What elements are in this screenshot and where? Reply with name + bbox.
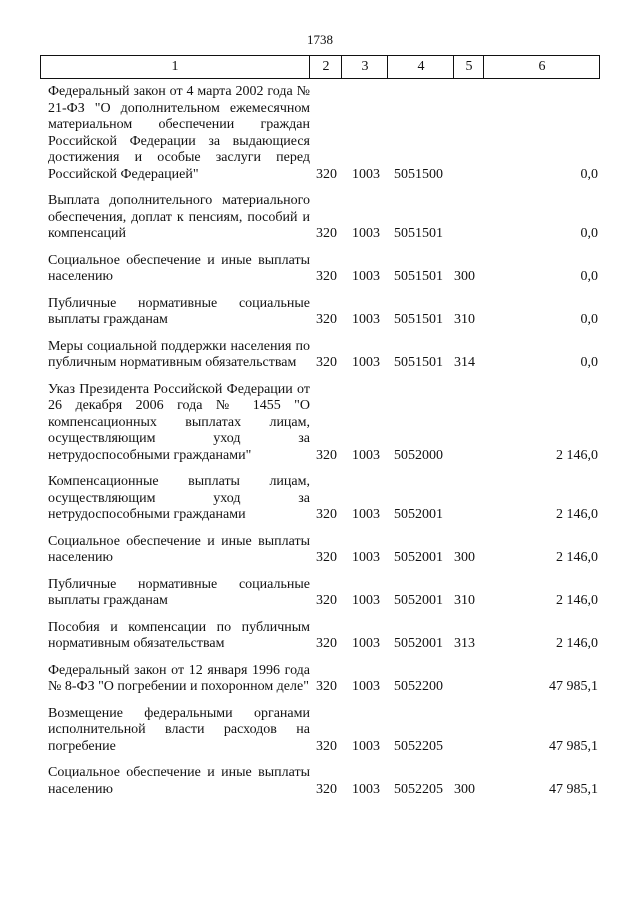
row-description: Меры социальной поддержки населения по публичным нормативным обязательствам xyxy=(48,338,310,370)
table-row xyxy=(0,296,640,329)
section-code: 320 xyxy=(316,593,337,608)
row-description: Указ Президента Российской Федерации от 26 декабря 2006 года № 1455 "О компенсационных выплатах лицам, осуществляющим уход за нетрудоспособными гражданами" xyxy=(48,381,310,463)
amount: 0,0 xyxy=(580,226,598,241)
section-code: 320 xyxy=(316,166,337,182)
amount: 0,0 xyxy=(580,312,598,327)
table-row xyxy=(0,663,640,696)
subsection-code: 1003 xyxy=(352,355,380,370)
table-row xyxy=(0,339,640,372)
amount: 0,0 xyxy=(580,269,598,284)
row-description: Публичные нормативные социальные выплаты гражданам xyxy=(48,295,310,327)
table-row xyxy=(0,253,640,286)
subsection-code: 1003 xyxy=(352,738,380,754)
table-row xyxy=(0,534,640,567)
subsection-code: 1003 xyxy=(352,447,380,463)
amount: 47 985,1 xyxy=(549,679,598,694)
subsection-code: 1003 xyxy=(352,507,380,522)
expense-type-code: 313 xyxy=(454,636,475,651)
target-article-code: 5052001 xyxy=(394,593,443,608)
subsection-code: 1003 xyxy=(352,636,380,651)
header-col-3: 3 xyxy=(341,56,388,78)
amount: 47 985,1 xyxy=(549,781,598,797)
row-description: Социальное обеспечение и иные выплаты населению xyxy=(48,765,310,797)
target-article-code: 5052200 xyxy=(394,679,443,694)
section-code: 320 xyxy=(316,312,337,327)
table-row xyxy=(0,765,640,798)
expense-type-code: 314 xyxy=(454,355,475,370)
target-article-code: 5051501 xyxy=(394,226,443,241)
subsection-code: 1003 xyxy=(352,593,380,608)
row-description: Федеральный закон от 12 января 1996 года № 8-ФЗ "О погребении и похоронном деле" xyxy=(48,662,310,694)
page-number: 1738 xyxy=(307,32,333,47)
amount: 0,0 xyxy=(580,355,598,370)
table-body xyxy=(0,84,640,808)
amount: 0,0 xyxy=(580,166,598,182)
amount: 2 146,0 xyxy=(556,507,598,522)
subsection-code: 1003 xyxy=(352,166,380,182)
section-code: 320 xyxy=(316,550,337,565)
section-code: 320 xyxy=(316,507,337,522)
table-row xyxy=(0,382,640,465)
target-article-code: 5051501 xyxy=(394,355,443,370)
section-code: 320 xyxy=(316,447,337,463)
subsection-code: 1003 xyxy=(352,550,380,565)
expense-type-code: 300 xyxy=(454,781,475,797)
header-col-2: 2 xyxy=(309,56,342,78)
expense-type-code: 300 xyxy=(454,550,475,565)
table-row xyxy=(0,84,640,183)
table-row xyxy=(0,193,640,243)
header-col-5: 5 xyxy=(453,56,484,78)
row-description: Пособия и компенсации по публичным нормативным обязательствам xyxy=(48,619,310,651)
target-article-code: 5052205 xyxy=(394,738,443,754)
row-description: Возмещение федеральными органами исполнительной власти расходов на погребение xyxy=(48,705,310,754)
row-description: Социальное обеспечение и иные выплаты населению xyxy=(48,533,310,565)
target-article-code: 5051500 xyxy=(394,166,443,182)
subsection-code: 1003 xyxy=(352,312,380,327)
table-row xyxy=(0,706,640,756)
section-code: 320 xyxy=(316,636,337,651)
table-row xyxy=(0,474,640,524)
target-article-code: 5052001 xyxy=(394,636,443,651)
expense-type-code: 300 xyxy=(454,269,475,284)
amount: 2 146,0 xyxy=(556,636,598,651)
section-code: 320 xyxy=(316,781,337,797)
header-col-1: 1 xyxy=(171,59,179,74)
amount: 47 985,1 xyxy=(549,738,598,754)
subsection-code: 1003 xyxy=(352,781,380,797)
target-article-code: 5052000 xyxy=(394,447,443,463)
row-description: Социальное обеспечение и иные выплаты населению xyxy=(48,252,310,284)
amount: 2 146,0 xyxy=(556,447,598,463)
section-code: 320 xyxy=(316,738,337,754)
row-description: Компенсационные выплаты лицам, осуществляющим уход за нетрудоспособными гражданами xyxy=(48,474,310,522)
target-article-code: 5051501 xyxy=(394,312,443,327)
row-description: Выплата дополнительного материального обеспечения, доплат к пенсиям, пособий и компенсаций xyxy=(48,193,310,241)
section-code: 320 xyxy=(316,679,337,694)
section-code: 320 xyxy=(316,355,337,370)
target-article-code: 5052205 xyxy=(394,781,443,797)
target-article-code: 5052001 xyxy=(394,550,443,565)
amount: 2 146,0 xyxy=(556,550,598,565)
row-description: Публичные нормативные социальные выплаты гражданам xyxy=(48,576,310,608)
section-code: 320 xyxy=(316,226,337,241)
subsection-code: 1003 xyxy=(352,269,380,284)
table-row xyxy=(0,577,640,610)
subsection-code: 1003 xyxy=(352,226,380,241)
table-header xyxy=(40,55,600,79)
expense-type-code: 310 xyxy=(454,593,475,608)
table-row xyxy=(0,620,640,653)
target-article-code: 5051501 xyxy=(394,269,443,284)
header-col-6: 6 xyxy=(483,56,600,78)
row-description: Федеральный закон от 4 марта 2002 года № 21-ФЗ "О дополнительном ежемесячном материальном обеспечении граждан Российской Федерации за выдающиеся достижения и особые заслуги перед Российской Федерацией" xyxy=(48,84,310,182)
expense-type-code: 310 xyxy=(454,312,475,327)
amount: 2 146,0 xyxy=(556,593,598,608)
section-code: 320 xyxy=(316,269,337,284)
subsection-code: 1003 xyxy=(352,679,380,694)
target-article-code: 5052001 xyxy=(394,507,443,522)
header-col-4: 4 xyxy=(387,56,454,78)
